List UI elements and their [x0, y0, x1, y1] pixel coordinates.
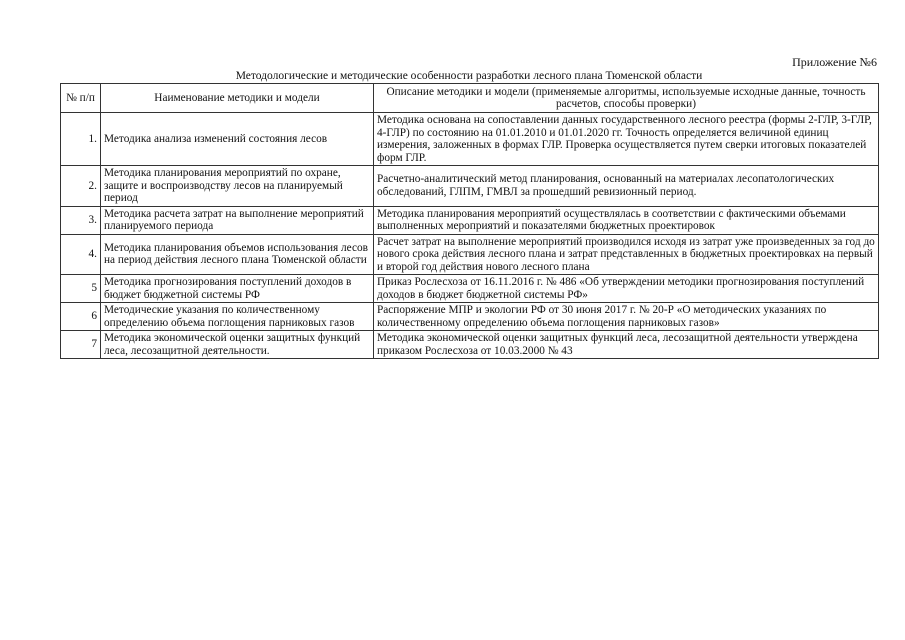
table-row [61, 113, 879, 166]
table-row [61, 331, 879, 359]
document-title: Методологические и методические особенности разработки лесного плана Тюменской области [235, 70, 703, 82]
table-header-row [61, 84, 879, 113]
row-name: Методика расчета затрат на выполнение мероприятий планируемого периода [101, 206, 374, 234]
row-description: Приказ Рослесхоза от 16.11.2016 г. № 486 «Об утверждении методики прогнозирования поступлений доходов в бюджет бюджетной системы РФ» [374, 275, 879, 303]
header-description: Описание методики и модели (применяемые алгоритмы, используемые исходные данные, точность расчетов, способы проверки) [374, 84, 879, 113]
row-description: Распоряжение МПР и экологии РФ от 30 июня 2017 г. № 20-Р «О методических указаниях по количественному определению объема поглощения парниковых газов» [374, 303, 879, 331]
row-description: Расчетно-аналитический метод планирования, основанный на материалах лесопатологических обследований, ГЛПМ, ГМВЛ за прошедший ревизионный период. [374, 166, 879, 207]
row-number: 4. [61, 234, 101, 275]
row-description: Методика основана на сопоставлении данных государственного лесного реестра (формы 2-ГЛР, 3-ГЛР, 4-ГЛР) по состоянию на 01.01.2010 и 01.01.2020 гг. Точность определяется величиной единиц измерения, заложенных в формах ГЛР. Проверка осуществляется путем сверки итоговых показателей форм ГЛР. [374, 113, 879, 166]
appendix-label: Приложение №6 [792, 55, 877, 69]
row-number: 7 [61, 331, 101, 359]
table-row [61, 234, 879, 275]
header-name: Наименование методики и модели [101, 84, 374, 113]
row-description: Методика экономической оценки защитных функций леса, лесозащитной деятельности утверждена приказом Рослесхоза от 10.03.2000 № 43 [374, 331, 879, 359]
row-name: Методика экономической оценки защитных функций леса, лесозащитной деятельности. [101, 331, 374, 359]
row-name: Методика прогнозирования поступлений доходов в бюджет бюджетной системы РФ [101, 275, 374, 303]
row-name: Методика анализа изменений состояния лесов [101, 113, 374, 166]
row-number: 5 [61, 275, 101, 303]
table-row [61, 206, 879, 234]
table-row [61, 166, 879, 207]
row-description: Расчет затрат на выполнение мероприятий производился исходя из затрат уже произведенных за год до нового срока действия лесного плана и затрат представленных в бюджетных проектировках на первый и второй год действия нового лесного плана [374, 234, 879, 275]
row-number: 6 [61, 303, 101, 331]
table-row [61, 275, 879, 303]
row-name: Методические указания по количественному определению объема поглощения парниковых газов [101, 303, 374, 331]
row-number: 2. [61, 166, 101, 207]
table-row [61, 303, 879, 331]
row-name: Методика планирования мероприятий по охране, защите и воспроизводству лесов на планируемый период [101, 166, 374, 207]
row-number: 3. [61, 206, 101, 234]
row-description: Методика планирования мероприятий осуществлялась в соответствии с фактическими объемами выполненных мероприятий и показателями бюджетных проектировок [374, 206, 879, 234]
methods-table [60, 83, 879, 359]
row-number: 1. [61, 113, 101, 166]
row-name: Методика планирования объемов использования лесов на период действия лесного плана Тюменской области [101, 234, 374, 275]
header-number: № п/п [61, 84, 101, 113]
